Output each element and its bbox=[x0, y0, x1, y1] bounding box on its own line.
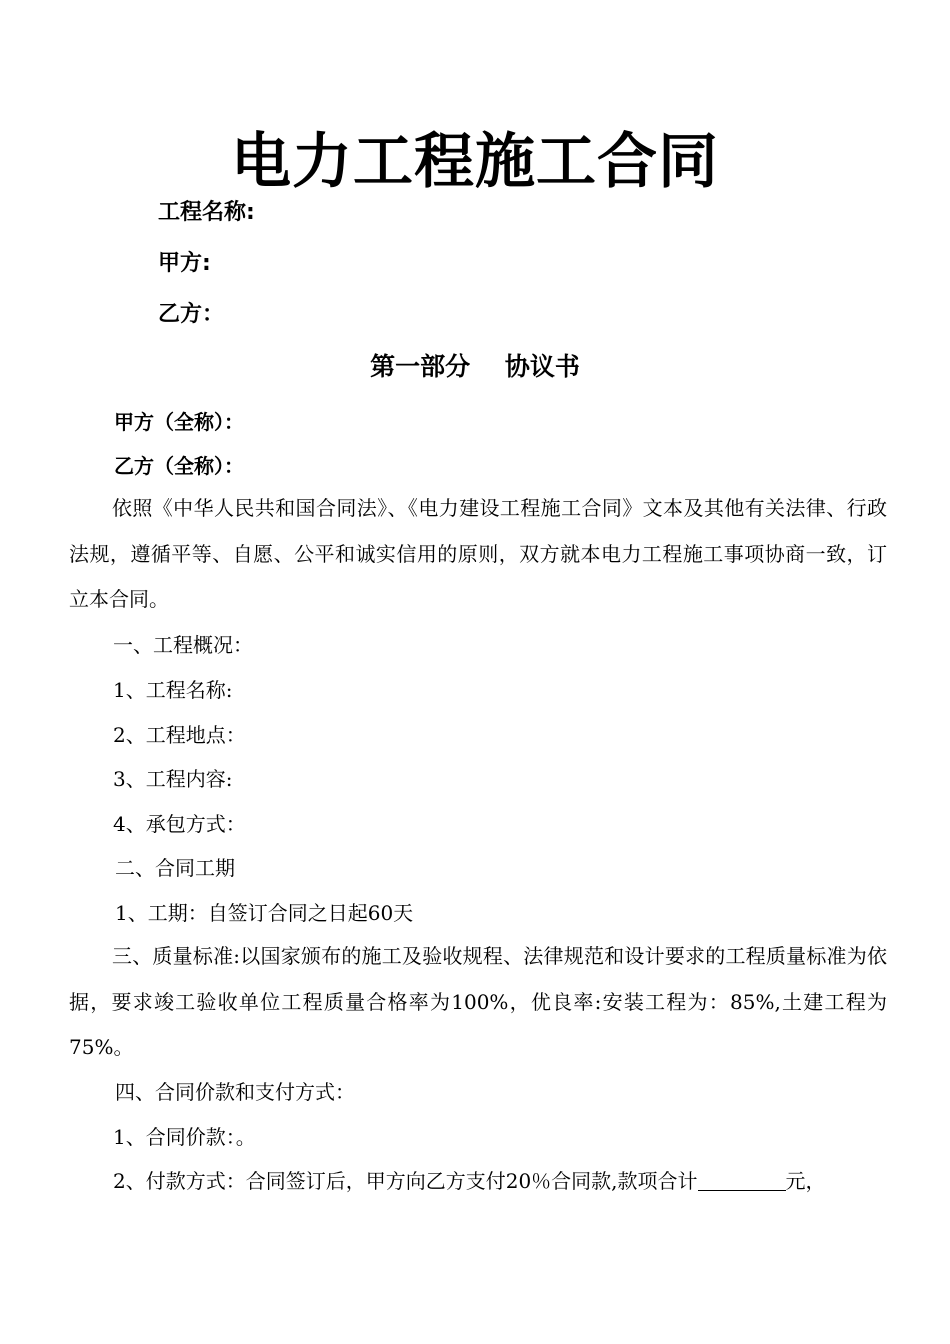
cover-party-b-label: 乙方： bbox=[158, 302, 225, 327]
section-1-heading: 一、工程概况： bbox=[113, 633, 253, 657]
document-title: 电力工程施工合同 bbox=[231, 127, 719, 197]
party-a-full-name-label: 甲方（全称）： bbox=[114, 410, 244, 434]
payment-method-unit: 元， bbox=[785, 1169, 826, 1193]
section-2-item-duration: 1、工期：自签订合同之日起60天 bbox=[115, 901, 414, 925]
cover-project-name-label: 工程名称: bbox=[158, 200, 255, 225]
section-3-quality-standard: 三、质量标准:以国家颁布的施工及验收规程、法律规范和设计要求的工程质量标准为依据，要求竣工验收单位工程质量合格率为100%，优良率:安装工程为：85%,土建工程为75%。 bbox=[69, 944, 887, 1059]
part-one-heading: 第一部分 协议书 bbox=[370, 352, 580, 381]
section-1-item-project-content: 3、工程内容: bbox=[113, 767, 233, 791]
amount-blank-line bbox=[698, 1170, 786, 1191]
section-4-item-contract-price: 1、合同价款：。 bbox=[113, 1125, 256, 1149]
section-2-heading: 二、合同工期 bbox=[115, 856, 235, 880]
section-1-item-contract-method: 4、承包方式： bbox=[113, 812, 246, 836]
section-4-heading: 四、合同价款和支付方式： bbox=[115, 1080, 355, 1104]
section-1-item-project-name: 1、工程名称: bbox=[113, 678, 233, 702]
preamble-paragraph: 依照《中华人民共和国合同法》、《电力建设工程施工合同》文本及其他有关法律、行政法规，遵循平等、自愿、公平和诚实信用的原则，双方就本电力工程施工事项协商一致，订立本合同。 bbox=[69, 496, 887, 611]
payment-method-text: 2、付款方式：合同签订后，甲方向乙方支付20％合同款,款项合计 bbox=[113, 1169, 698, 1193]
cover-party-a-label: 甲方: bbox=[158, 251, 211, 276]
section-1-item-project-location: 2、工程地点： bbox=[113, 723, 246, 747]
party-b-full-name-label: 乙方（全称）： bbox=[114, 454, 244, 478]
section-4-item-payment-method bbox=[113, 1166, 826, 1196]
